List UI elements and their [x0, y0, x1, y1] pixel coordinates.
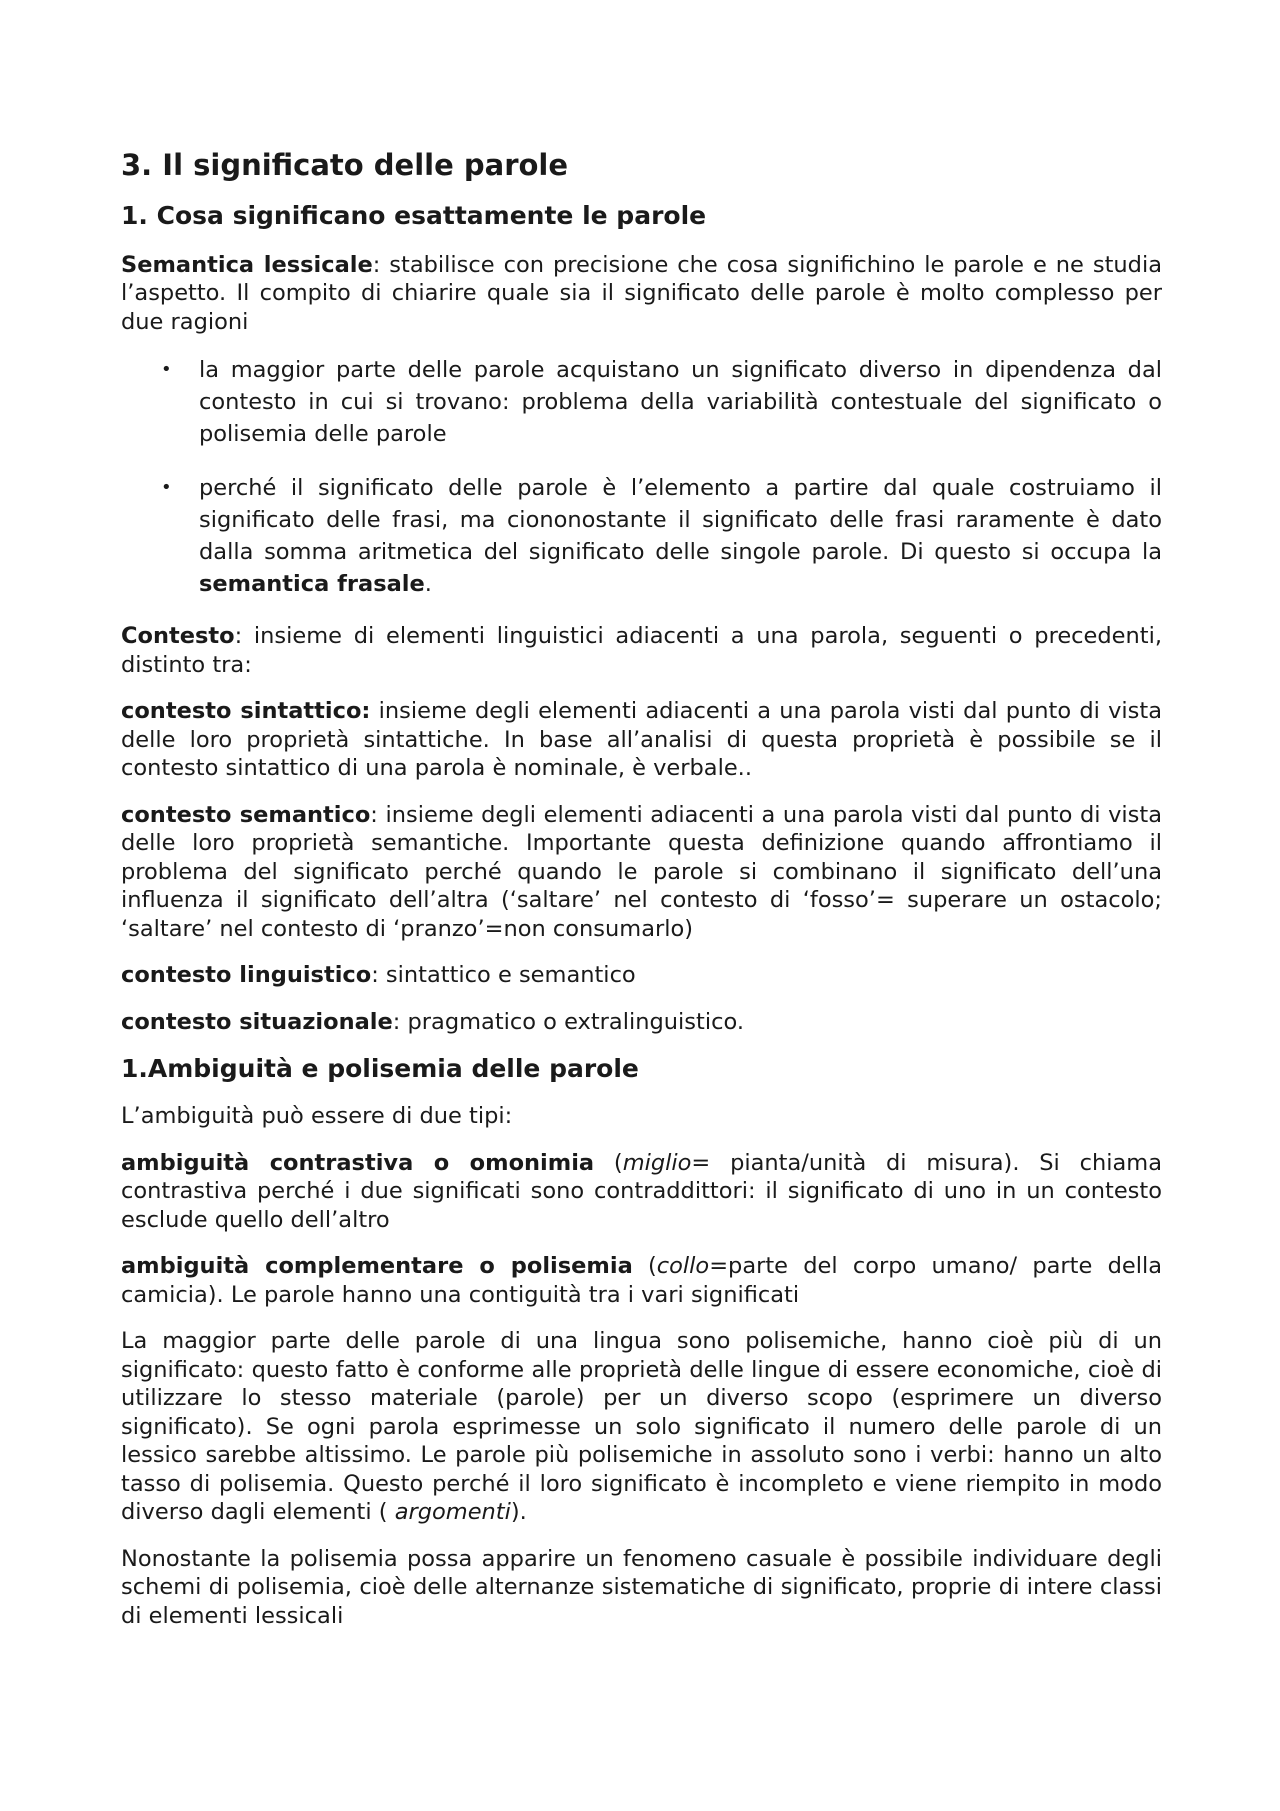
- list-item-text: perché il significato delle parole è l’elemento a partire dal quale costruiamo il significato delle frasi, ma ciononostante il significato delle frasi raramente è dato dalla somma aritmetica del significato delle singole parole. Di questo si occupa la: [199, 475, 1162, 566]
- paragraph-contesto-situazionale: [121, 1008, 1162, 1037]
- section-heading-1: 1. Cosa significano esattamente le parole: [121, 200, 707, 230]
- paragraph-ambiguita-contrastiva: [121, 1149, 1162, 1235]
- bullet-icon: •: [161, 477, 172, 499]
- definition-text: : stabilisce con precisione che cosa significhino le parole e ne studia l’aspetto. Il compito di chiarire quale sia il significato delle parole è molto complesso per due ragioni: [121, 251, 1162, 335]
- term-argomenti: argomenti: [394, 1499, 511, 1526]
- list-item: [121, 354, 1162, 450]
- bullet-icon: •: [161, 359, 172, 381]
- term-semantica-lessicale: Semantica lessicale: [121, 251, 373, 278]
- term-contesto: Contesto: [121, 623, 235, 650]
- definition-text: : pragmatico o extralinguistico.: [392, 1008, 744, 1035]
- paren-open: (: [594, 1149, 623, 1176]
- paragraph-contesto: [121, 622, 1162, 679]
- definition-text: : insieme degli elementi adiacenti a una parola visti dal punto di vista delle loro proprietà semantiche. Importante questa definizione quando affrontiamo il problema del significato perché quando le parole si combinano il significato dell’una influenza il significato dell’altra (‘saltare’ nel contesto di ‘fosso’= superare un ostacolo; ‘saltare’ nel contesto di ‘pranzo’=non consumarlo): [121, 801, 1162, 942]
- definition-text: : insieme di elementi linguistici adiacenti a una parola, seguenti o precedenti, distinto tra:: [121, 623, 1162, 678]
- paragraph-schemi-polisemia: Nonostante la polisemia possa apparire un fenomeno casuale è possibile individuare degli schemi di polisemia, cioè delle alternanze sistematiche di significato, proprie di intere classi di elementi lessicali: [121, 1545, 1162, 1629]
- paragraph-ambiguita-complementare: [121, 1252, 1162, 1309]
- definition-text: =parte del corpo umano/ parte della camicia). Le parole hanno una contiguità tra i vari significati: [121, 1253, 1162, 1308]
- body-text: La maggior parte delle parole di una lingua sono polisemiche, hanno cioè più di un significato: questo fatto è conforme alle proprietà delle lingue di essere economiche, cioè di utilizzare lo stesso materiale (parole) per un diverso scopo (esprimere un diverso significato). Se ogni parola esprimesse un solo significato il numero delle parole di un lessico sarebbe altissimo. Le parole più polisemiche in assoluto sono i verbi: hanno un alto tasso di polisemia. Questo perché il loro significato è incompleto e viene riempito in modo diverso dagli elementi (: [121, 1328, 1162, 1526]
- definition-text: = pianta/unità di misura). Si chiama contrastiva perché i due significati sono contraddittori: il significato di uno in un contesto esclude quello dell’altro: [121, 1149, 1162, 1233]
- paragraph-polisemiche: [121, 1327, 1162, 1527]
- list-item: [121, 472, 1162, 600]
- term-ambiguita-complementare: ambiguità complementare o polisemia: [121, 1253, 633, 1280]
- section-heading-2: 1.Ambiguità e polisemia delle parole: [121, 1054, 639, 1084]
- term-contesto-sintattico: contesto sintattico:: [121, 698, 371, 725]
- definition-text: : sintattico e semantico: [371, 962, 636, 989]
- paragraph-semantica-lessicale: [121, 251, 1162, 337]
- paragraph-contesto-semantico: [121, 801, 1162, 944]
- paragraph-contesto-sintattico: [121, 697, 1162, 783]
- reasons-list: [121, 354, 1162, 600]
- term-ambiguita-contrastiva: ambiguità contrastiva o omonimia: [121, 1149, 595, 1176]
- list-item-end: .: [424, 571, 432, 598]
- term-semantica-frasale: semantica frasale: [199, 571, 425, 598]
- paragraph-contesto-linguistico: [121, 961, 1162, 990]
- example-word: collo: [656, 1253, 710, 1280]
- paragraph-ambiguita-intro: L’ambiguità può essere di due tipi:: [121, 1103, 513, 1130]
- paren-open: (: [632, 1253, 657, 1280]
- document-page: [121, 148, 1162, 1648]
- example-word: miglio: [622, 1149, 692, 1176]
- term-contesto-situazionale: contesto situazionale: [121, 1008, 393, 1035]
- list-item-text: la maggior parte delle parole acquistano un significato diverso in dipendenza dal contesto in cui si trovano: problema della variabilità contestuale del significato o polisemia delle parole: [199, 357, 1162, 448]
- body-text-end: ).: [510, 1499, 527, 1526]
- term-contesto-linguistico: contesto linguistico: [121, 962, 372, 989]
- definition-text: insieme degli elementi adiacenti a una parola visti dal punto di vista delle loro proprietà sintattiche. In base all’analisi di questa proprietà è possibile se il contesto sintattico di una parola è nominale, è verbale..: [121, 698, 1162, 782]
- term-contesto-semantico: contesto semantico: [121, 801, 371, 828]
- page-title: 3. Il significato delle parole: [121, 148, 569, 182]
